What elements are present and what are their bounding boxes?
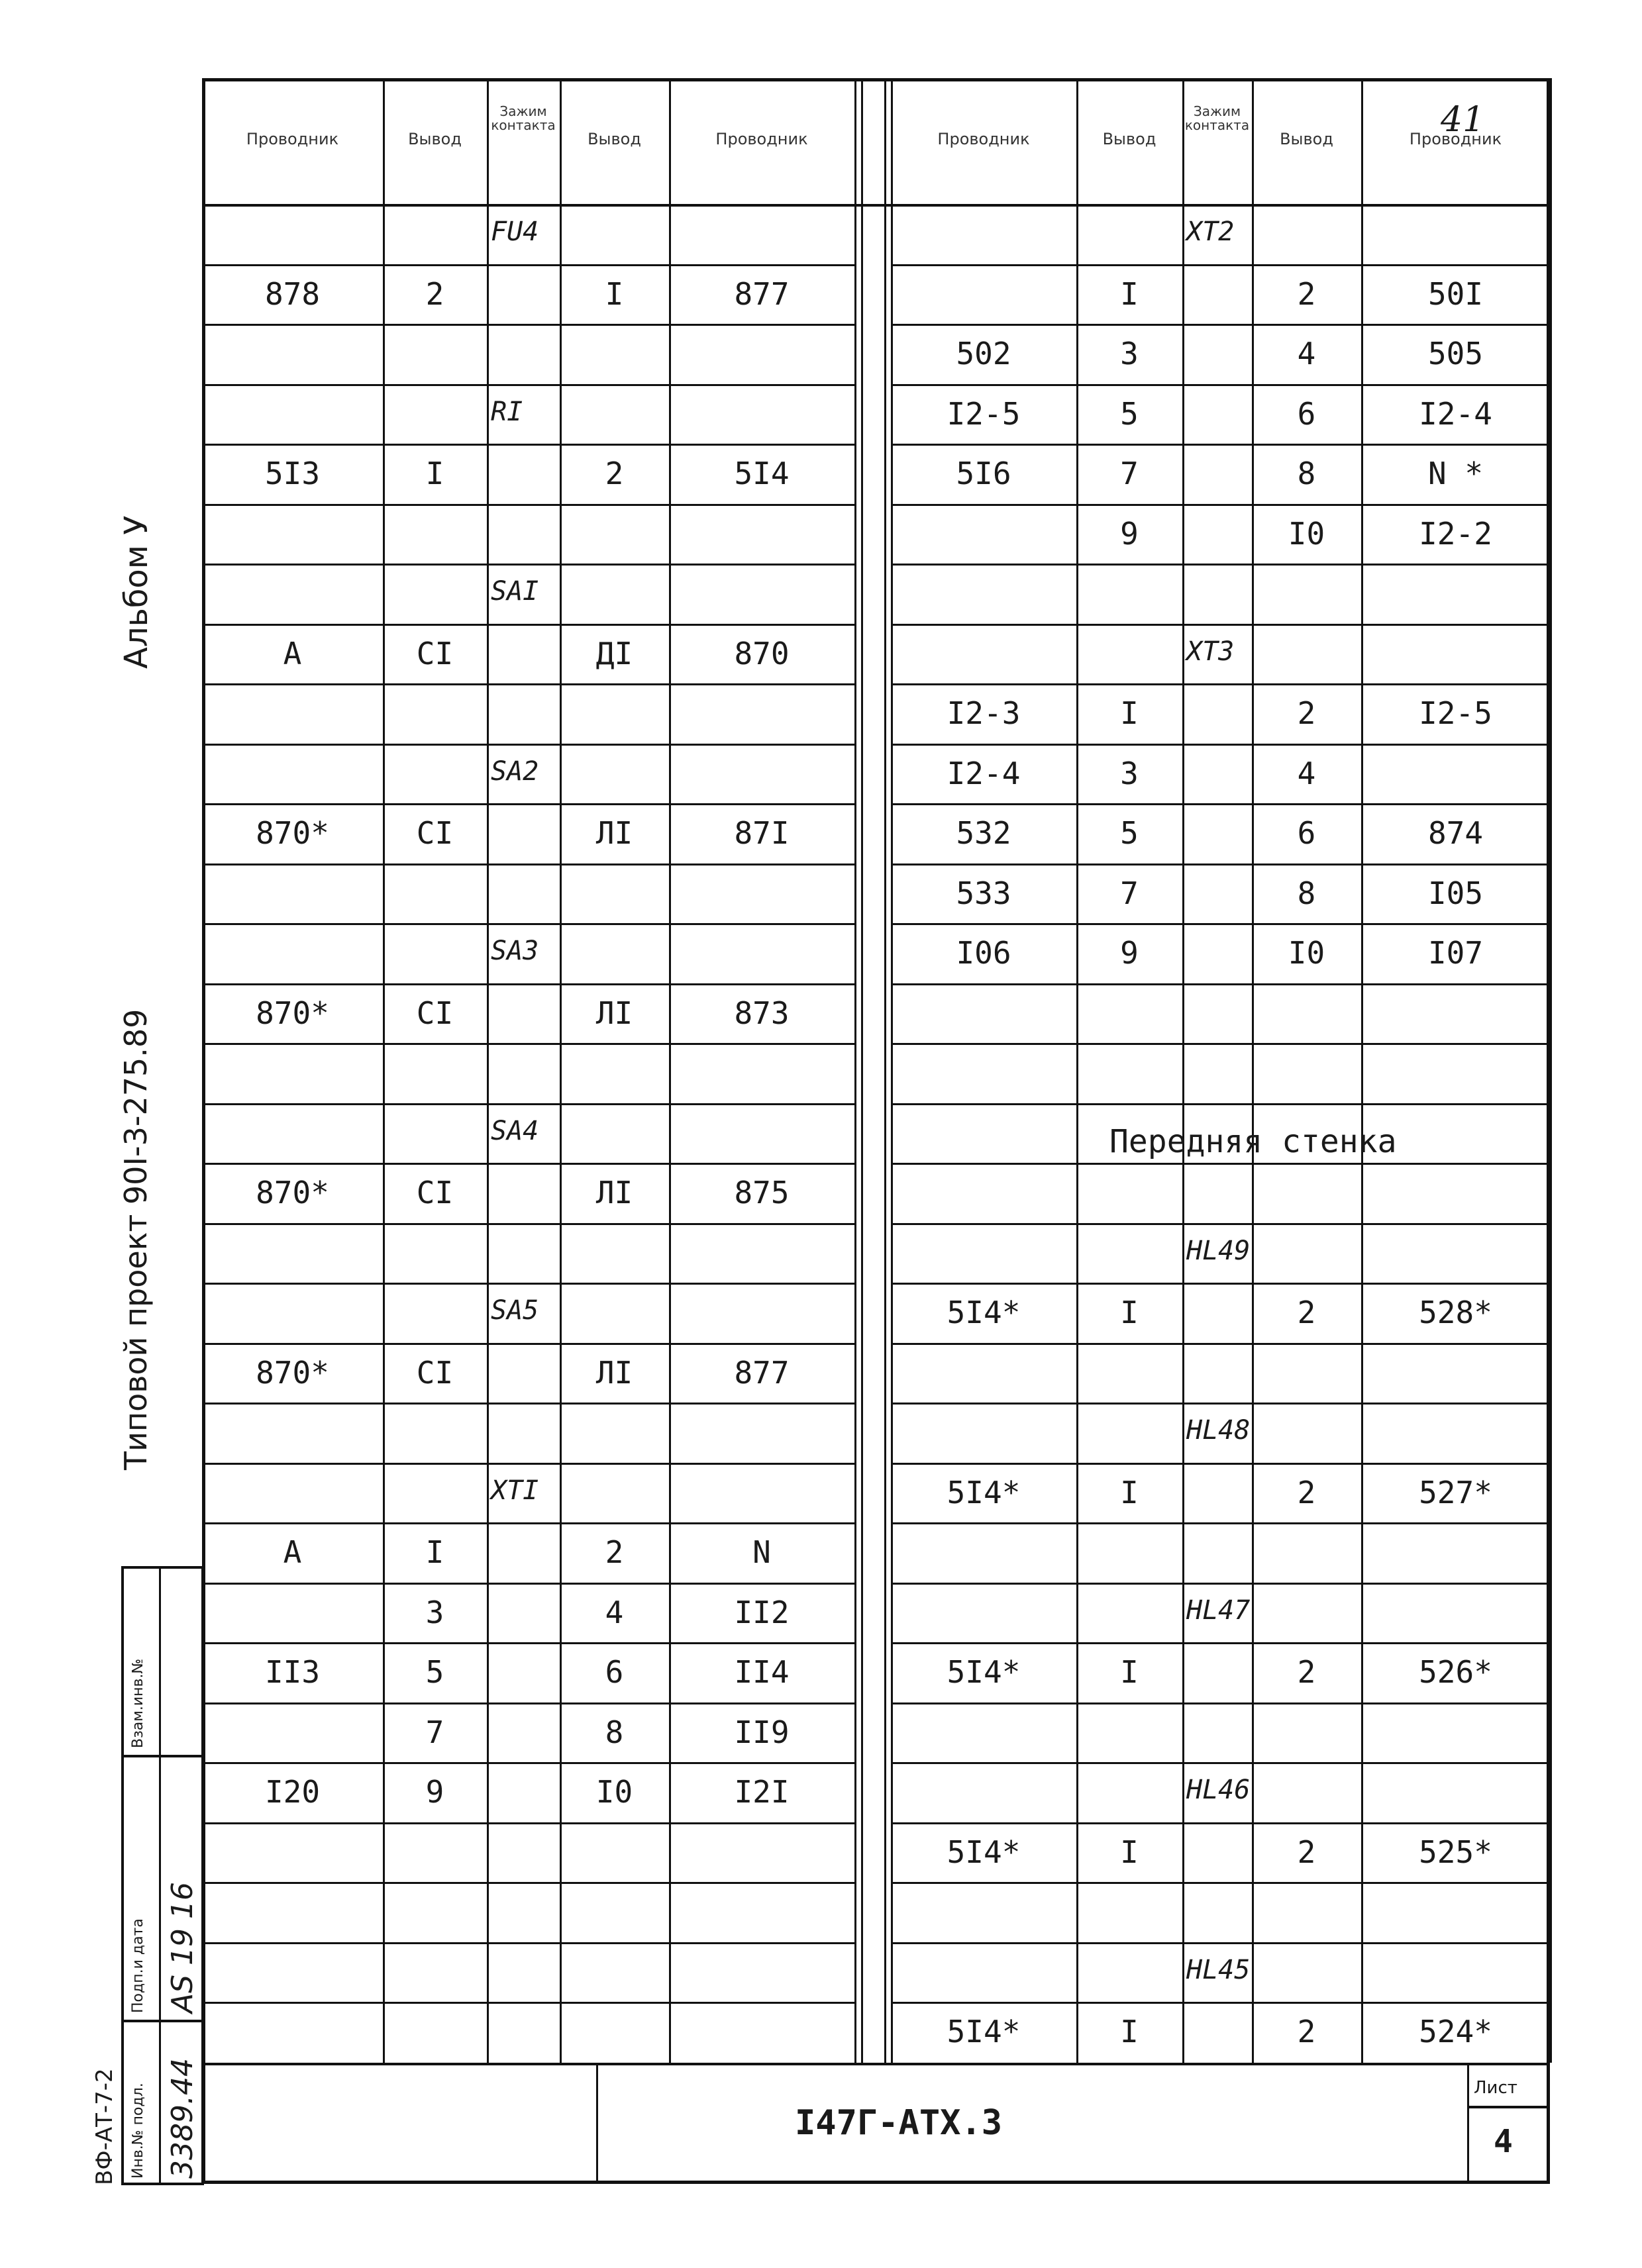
stamp-label-vzam: Взам.инв.№	[130, 1658, 146, 1748]
right-cell: 2	[1297, 1295, 1316, 1330]
title-block-divider	[1467, 2106, 1550, 2108]
left-cell: CI	[416, 635, 454, 671]
right-cell: 4	[1297, 336, 1316, 371]
row-rule	[891, 1762, 1550, 1764]
row-rule	[891, 504, 1550, 506]
row-rule	[891, 564, 1550, 566]
left-cell: CI	[416, 995, 454, 1031]
row-rule	[202, 624, 854, 626]
column-rule	[861, 78, 863, 2063]
right-cell: 533	[956, 875, 1011, 911]
left-cell: 8	[605, 1714, 624, 1750]
right-cell: 5I4*	[947, 1474, 1021, 1510]
row-rule	[891, 1822, 1550, 1824]
right-cell: 2	[1297, 1834, 1316, 1870]
row-rule	[891, 384, 1550, 386]
left-header-4: Проводник	[715, 130, 808, 148]
right-cell: I05	[1427, 875, 1484, 911]
left-header-0: Проводник	[246, 130, 339, 148]
left-cell: ЛI	[595, 1354, 633, 1391]
right-header-0: Проводник	[937, 130, 1030, 148]
left-cell: 870*	[256, 815, 329, 851]
row-rule	[891, 1043, 1550, 1045]
row-rule	[202, 683, 854, 685]
row-rule	[202, 1403, 854, 1405]
inventory-number: 3389.44	[166, 2058, 199, 2179]
left-cell: 5I3	[264, 456, 321, 491]
left-cell: II4	[734, 1654, 790, 1690]
right-cell: I2-5	[1419, 695, 1492, 731]
row-rule	[891, 1223, 1550, 1225]
row-rule	[891, 1702, 1550, 1704]
left-cell: ЛI	[595, 815, 633, 851]
left-cell: CI	[416, 1354, 454, 1391]
title-block-top	[202, 2063, 1550, 2065]
row-rule	[202, 1103, 854, 1105]
album-title: Альбом У	[118, 515, 155, 669]
row-rule	[891, 1283, 1550, 1285]
row-rule	[891, 1942, 1550, 1944]
right-cell: 7	[1120, 456, 1139, 491]
left-cell: CI	[416, 1175, 454, 1210]
row-rule	[891, 923, 1550, 925]
row-rule	[891, 1522, 1550, 1524]
left-cell: 2	[605, 1534, 624, 1570]
row-rule	[202, 1043, 854, 1045]
right-cell: I2-4	[1419, 395, 1492, 432]
right-cell: I	[1120, 695, 1139, 731]
right-cell: I2-5	[947, 395, 1021, 432]
left-cell: I0	[595, 1774, 633, 1810]
page-number: 41	[1441, 100, 1485, 140]
right-cell: 5I4*	[947, 2014, 1021, 2049]
left-cell: 873	[734, 995, 790, 1031]
left-cell: II2	[734, 1594, 790, 1630]
row-rule	[891, 624, 1550, 626]
right-header-4: Проводник	[1409, 130, 1502, 148]
right-header-2: Зажим контакта	[1184, 103, 1250, 133]
right-cell: 6	[1297, 815, 1316, 851]
column-rule	[202, 78, 204, 2063]
row-rule	[202, 1762, 854, 1764]
left-cell: I	[605, 275, 624, 312]
stamp-divider	[121, 1755, 204, 1757]
left-cell: II3	[264, 1654, 321, 1690]
left-cell: 878	[264, 275, 321, 312]
row-rule	[202, 923, 854, 925]
left-cell: 870	[734, 635, 790, 671]
right-cell: 8	[1297, 875, 1316, 911]
right-cell: 4	[1297, 755, 1316, 791]
left-cell: SA4	[491, 1115, 539, 1146]
right-cell: 5I4*	[947, 1295, 1021, 1330]
row-rule	[891, 803, 1550, 805]
title-block-divider	[1467, 2063, 1469, 2184]
right-cell: 527*	[1419, 1474, 1492, 1510]
right-cell: 525*	[1419, 1834, 1492, 1870]
row-rule	[891, 983, 1550, 985]
right-cell: I06	[956, 935, 1011, 971]
left-cell: ЛI	[595, 1175, 633, 1210]
right-cell: 2	[1297, 2014, 1316, 2049]
right-cell: 502	[956, 336, 1011, 371]
row-rule	[202, 1942, 854, 1944]
row-rule	[202, 1822, 854, 1824]
right-cell: 2	[1297, 275, 1316, 312]
row-rule	[202, 564, 854, 566]
right-cell: I0	[1288, 935, 1325, 971]
right-cell: 5	[1120, 395, 1139, 432]
row-rule	[202, 1283, 854, 1285]
left-cell: А	[283, 635, 302, 671]
right-cell: 9	[1120, 515, 1139, 552]
row-rule	[891, 444, 1550, 446]
row-rule	[891, 1583, 1550, 1585]
left-cell: I	[425, 456, 444, 491]
left-cell: I	[425, 1534, 444, 1570]
left-cell: 2	[605, 456, 624, 491]
row-rule	[202, 1642, 854, 1644]
left-cell: SA2	[491, 756, 539, 787]
right-cell: 532	[956, 815, 1011, 851]
left-cell: 5I4	[734, 456, 790, 491]
left-cell: 870*	[256, 1175, 329, 1210]
left-cell: 877	[734, 275, 790, 312]
row-rule	[891, 1642, 1550, 1644]
column-rule	[891, 78, 893, 2063]
signature-date: AS 19 16	[166, 1882, 199, 2013]
right-cell: I	[1120, 2014, 1139, 2049]
left-header-3: Вывод	[588, 130, 641, 148]
column-rule	[1076, 78, 1078, 2063]
sheet-label: Лист	[1474, 2078, 1517, 2098]
row-rule	[202, 1702, 854, 1704]
right-cell: 9	[1120, 935, 1139, 971]
left-cell: N	[752, 1534, 771, 1570]
row-rule	[891, 744, 1550, 746]
column-rule	[884, 78, 886, 2063]
row-rule	[202, 1522, 854, 1524]
right-cell: 5I4*	[947, 1654, 1021, 1690]
project-title: Типовой проект 90I-3-275.89	[118, 1009, 154, 1470]
right-cell: I	[1120, 1654, 1139, 1690]
row-rule	[202, 1882, 854, 1884]
left-cell: 877	[734, 1354, 790, 1391]
sheet-number: 4	[1494, 2123, 1513, 2160]
right-header-3: Вывод	[1280, 130, 1333, 148]
right-cell: I2-4	[947, 755, 1021, 791]
right-cell: 5I4*	[947, 1834, 1021, 1870]
row-rule	[891, 683, 1550, 685]
row-rule	[202, 1583, 854, 1585]
right-cell: 50I	[1427, 275, 1484, 312]
title-block-divider	[596, 2063, 598, 2184]
right-cell: HL48	[1186, 1415, 1251, 1446]
right-cell: 874	[1427, 815, 1484, 851]
row-rule	[202, 384, 854, 386]
row-rule	[202, 2002, 854, 2004]
right-cell: 8	[1297, 456, 1316, 491]
right-cell: XT3	[1186, 636, 1235, 667]
right-cell: 7	[1120, 875, 1139, 911]
left-cell: 87I	[734, 815, 790, 851]
left-cell: 870*	[256, 1354, 329, 1391]
left-header-2: Зажим контакта	[491, 103, 556, 133]
right-cell: 3	[1120, 336, 1139, 371]
row-rule	[202, 1163, 854, 1165]
right-cell: I	[1120, 1834, 1139, 1870]
row-rule	[891, 1463, 1550, 1465]
left-cell: 875	[734, 1175, 790, 1210]
row-rule	[891, 1343, 1550, 1345]
column-rule	[1182, 78, 1184, 2063]
left-cell: ДI	[595, 635, 633, 671]
left-cell: CI	[416, 815, 454, 851]
left-cell: 9	[425, 1774, 444, 1810]
right-cell: I07	[1427, 935, 1484, 971]
right-cell: 3	[1120, 755, 1139, 791]
column-rule	[1361, 78, 1363, 2063]
right-cell: 505	[1427, 336, 1484, 371]
row-rule	[891, 264, 1550, 266]
right-cell: I	[1120, 1295, 1139, 1330]
row-rule	[891, 1882, 1550, 1884]
stamp-divider	[121, 2020, 204, 2022]
right-cell: 2	[1297, 695, 1316, 731]
right-cell: 6	[1297, 395, 1316, 432]
right-cell: HL47	[1186, 1595, 1251, 1626]
row-rule	[202, 444, 854, 446]
column-rule	[669, 78, 671, 2063]
column-rule	[560, 78, 562, 2063]
right-cell: N *	[1427, 456, 1484, 491]
row-rule	[202, 863, 854, 865]
row-rule	[891, 324, 1550, 326]
right-header-1: Вывод	[1102, 130, 1156, 148]
right-cell: HL49	[1186, 1235, 1251, 1266]
left-cell: XTI	[491, 1475, 539, 1506]
left-cell: ЛI	[595, 995, 633, 1031]
row-rule	[202, 324, 854, 326]
right-cell: 526*	[1419, 1654, 1492, 1690]
row-rule	[891, 1103, 1550, 1105]
row-rule	[891, 2002, 1550, 2004]
left-cell: 7	[425, 1714, 444, 1750]
left-cell: 6	[605, 1654, 624, 1690]
right-cell: 2	[1297, 1474, 1316, 1510]
right-cell: 2	[1297, 1654, 1316, 1690]
row-rule	[891, 863, 1550, 865]
right-section-label: Передняя стенка	[1109, 1123, 1397, 1160]
right-cell: HL45	[1186, 1954, 1251, 1985]
right-cell: I	[1120, 1474, 1139, 1510]
left-cell: 3	[425, 1594, 444, 1630]
left-cell: SAI	[491, 576, 539, 607]
row-rule	[202, 983, 854, 985]
right-cell: 5I6	[956, 456, 1011, 491]
left-cell: I2I	[734, 1774, 790, 1810]
column-rule	[854, 78, 856, 2063]
side-code: ВФ-АТ-7-2	[91, 2068, 118, 2185]
column-rule	[383, 78, 385, 2063]
document-code: I47Г-АТХ.3	[795, 2103, 1003, 2143]
left-cell: 2	[425, 275, 444, 312]
left-cell: RI	[491, 396, 523, 427]
right-cell: I0	[1288, 515, 1325, 552]
row-rule	[202, 1223, 854, 1225]
row-rule	[891, 1163, 1550, 1165]
left-header-1: Вывод	[408, 130, 462, 148]
row-rule	[202, 744, 854, 746]
right-cell: I2-3	[947, 695, 1021, 731]
column-rule	[1252, 78, 1254, 2063]
left-cell: 4	[605, 1594, 624, 1630]
column-rule	[1550, 78, 1552, 2063]
row-rule	[202, 264, 854, 266]
right-cell: XT2	[1186, 217, 1235, 247]
left-cell: FU4	[491, 217, 539, 247]
right-cell: I	[1120, 275, 1139, 312]
left-cell: А	[283, 1534, 302, 1570]
stamp-label-inv: Инв.№ подл.	[130, 2083, 146, 2179]
left-cell: SA3	[491, 936, 539, 966]
right-cell: 528*	[1419, 1295, 1492, 1330]
left-cell: SA5	[491, 1295, 539, 1326]
right-cell: 5	[1120, 815, 1139, 851]
right-cell: I2-2	[1419, 515, 1492, 552]
row-rule	[202, 504, 854, 506]
left-cell: 5	[425, 1654, 444, 1690]
stamp-divider	[159, 1566, 161, 2185]
row-rule	[202, 1343, 854, 1345]
stamp-label-podp: Подп.и дата	[130, 1918, 146, 2013]
left-cell: I20	[264, 1774, 321, 1810]
row-rule	[891, 1403, 1550, 1405]
column-rule	[487, 78, 489, 2063]
right-cell: 524*	[1419, 2014, 1492, 2049]
right-cell: HL46	[1186, 1775, 1251, 1805]
row-rule	[202, 803, 854, 805]
left-cell: 870*	[256, 995, 329, 1031]
left-cell: II9	[734, 1714, 790, 1750]
row-rule	[202, 1463, 854, 1465]
header-rule	[202, 204, 1550, 207]
